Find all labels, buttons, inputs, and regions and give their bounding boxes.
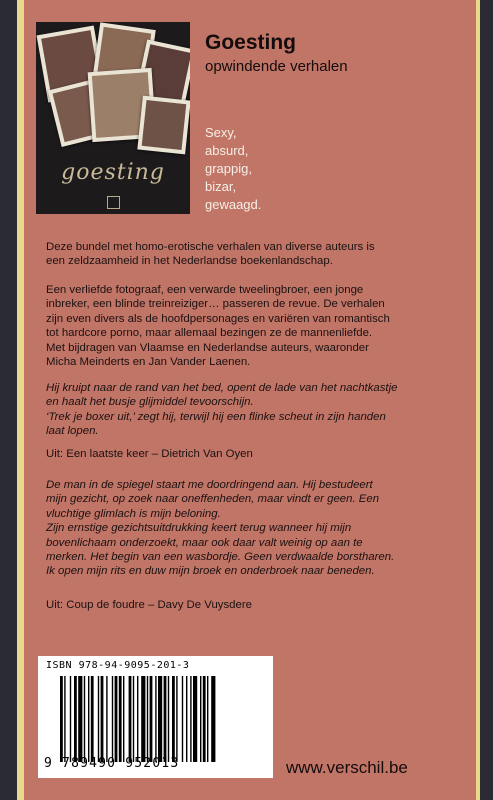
text-line: tot hardcore porno, maar allemaal bezingen ze de mannenliefde. <box>46 327 373 340</box>
text-line: Hij kruipt naar de rand van het bed, opent de lade van het nachtkastje <box>46 382 398 394</box>
text-line: een zeldzaamheid in het Nederlandse boekenlandschap. <box>46 255 333 268</box>
barcode-bar <box>203 676 206 762</box>
adjective: bizar, <box>205 179 237 194</box>
adjective: gewaagd. <box>205 197 262 212</box>
barcode-bar <box>123 676 124 762</box>
collage-photo <box>137 96 190 155</box>
text-line: inbreker, een blinde treinreiziger… passeren de revue. De verhalen <box>46 298 385 311</box>
publisher-logo-icon <box>107 196 120 209</box>
description-paragraph <box>46 283 464 369</box>
barcode-bar <box>168 676 169 762</box>
text-line: merken. Het begin van een wasbordje. Geen verdwaalde borstharen. <box>46 551 395 564</box>
text-line: Ik open mijn rits en duw mijn broek en onderbroek naar beneden. <box>46 565 375 578</box>
barcode-bar <box>129 676 132 762</box>
cover-thumbnail <box>36 22 190 214</box>
publisher-website: www.verschil.be <box>286 758 408 777</box>
barcode-bar <box>155 676 156 762</box>
intro-paragraph <box>46 240 464 269</box>
text-line: bovenlichaam onderzoekt, maar ook daar valt weinig op aan te <box>46 536 363 549</box>
barcode-box <box>38 656 273 778</box>
excerpt-2-source: Uit: Coup de foudre – Davy De Vuysdere <box>46 599 252 611</box>
barcode-bar <box>158 676 162 762</box>
thumbnail-title: goesting <box>61 160 165 185</box>
barcode-bar <box>78 676 82 762</box>
barcode-bar <box>60 676 63 762</box>
cover-panel <box>24 0 476 800</box>
text-line: De man in de spiegel staart me doordringend aan. Hij bestudeert <box>46 479 373 491</box>
barcode-bar <box>106 676 107 762</box>
barcode-bar <box>150 676 153 762</box>
barcode-bar <box>137 676 138 762</box>
text-line: Micha Meinderts en Jan Vander Laenen. <box>46 356 251 369</box>
barcode-bar <box>70 676 71 762</box>
barcode-bar <box>115 676 118 762</box>
barcode-bar <box>64 676 65 762</box>
barcode-bar <box>88 676 89 762</box>
adjective: absurd, <box>205 143 249 158</box>
text-line: en haalt het busje glijmiddel tevoorschijn. <box>46 396 254 409</box>
barcode-bar <box>101 676 104 762</box>
barcode-bar <box>164 676 167 762</box>
barcode-bar <box>91 676 94 762</box>
barcode-bar <box>186 676 187 762</box>
barcode-bar <box>211 676 215 762</box>
barcode-bar <box>112 676 113 762</box>
barcode-bar <box>84 676 85 762</box>
barcode-bar <box>193 676 197 762</box>
barcode-bar <box>147 676 148 762</box>
excerpt-1 <box>46 381 464 439</box>
barcode-bar <box>172 676 175 762</box>
text-line: Deze bundel met homo-erotische verhalen van diverse auteurs is <box>46 241 375 253</box>
barcode-bar <box>200 676 201 762</box>
excerpt-1-source: Uit: Een laatste keer – Dietrich Van Oyen <box>46 448 253 460</box>
isbn-label: ISBN 978-94-9095-201-3 <box>46 660 190 671</box>
barcode-bar <box>176 676 177 762</box>
barcode-bar <box>119 676 122 762</box>
text-line: Een verliefde fotograaf, een verwarde tweelingbroer, een jonge <box>46 284 364 296</box>
barcode-bar <box>207 676 208 762</box>
barcode-bar <box>182 676 183 762</box>
adjective: grappig, <box>205 161 252 176</box>
text-line: vluchtige glimlach is mijn beloning. <box>46 507 221 520</box>
excerpt-2 <box>46 478 464 579</box>
barcode-bar <box>190 676 191 762</box>
barcode-digits: 9 789490 952013 <box>44 756 180 771</box>
text-line: zijn even divers als de hoofdpersonages en variëren van romantisch <box>46 312 390 325</box>
book-title: Goesting <box>205 31 297 54</box>
barcode-bar <box>133 676 134 762</box>
text-line: Zijn ernstige gezichtsuitdrukking keert terug wanneer hij mijn <box>46 522 352 535</box>
book-subtitle: opwindende verhalen <box>205 58 348 75</box>
text-line: Met bijdragen van Vlaamse en Nederlandse auteurs, waaronder <box>46 341 369 354</box>
text-line: mijn gezicht, op zoek naar oneffenheden, maar vindt er geen. Een <box>46 493 380 506</box>
adjective-list <box>205 124 261 214</box>
barcode-bar <box>98 676 99 762</box>
adjective: Sexy, <box>205 125 237 140</box>
barcode-bar <box>141 676 145 762</box>
barcode <box>60 676 258 762</box>
barcode-bar <box>74 676 77 762</box>
text-line: laat lopen. <box>46 425 99 438</box>
text-line: ‘Trek je boxer uit,’ zegt hij, terwijl hij een flinke scheut in zijn handen <box>46 410 386 423</box>
